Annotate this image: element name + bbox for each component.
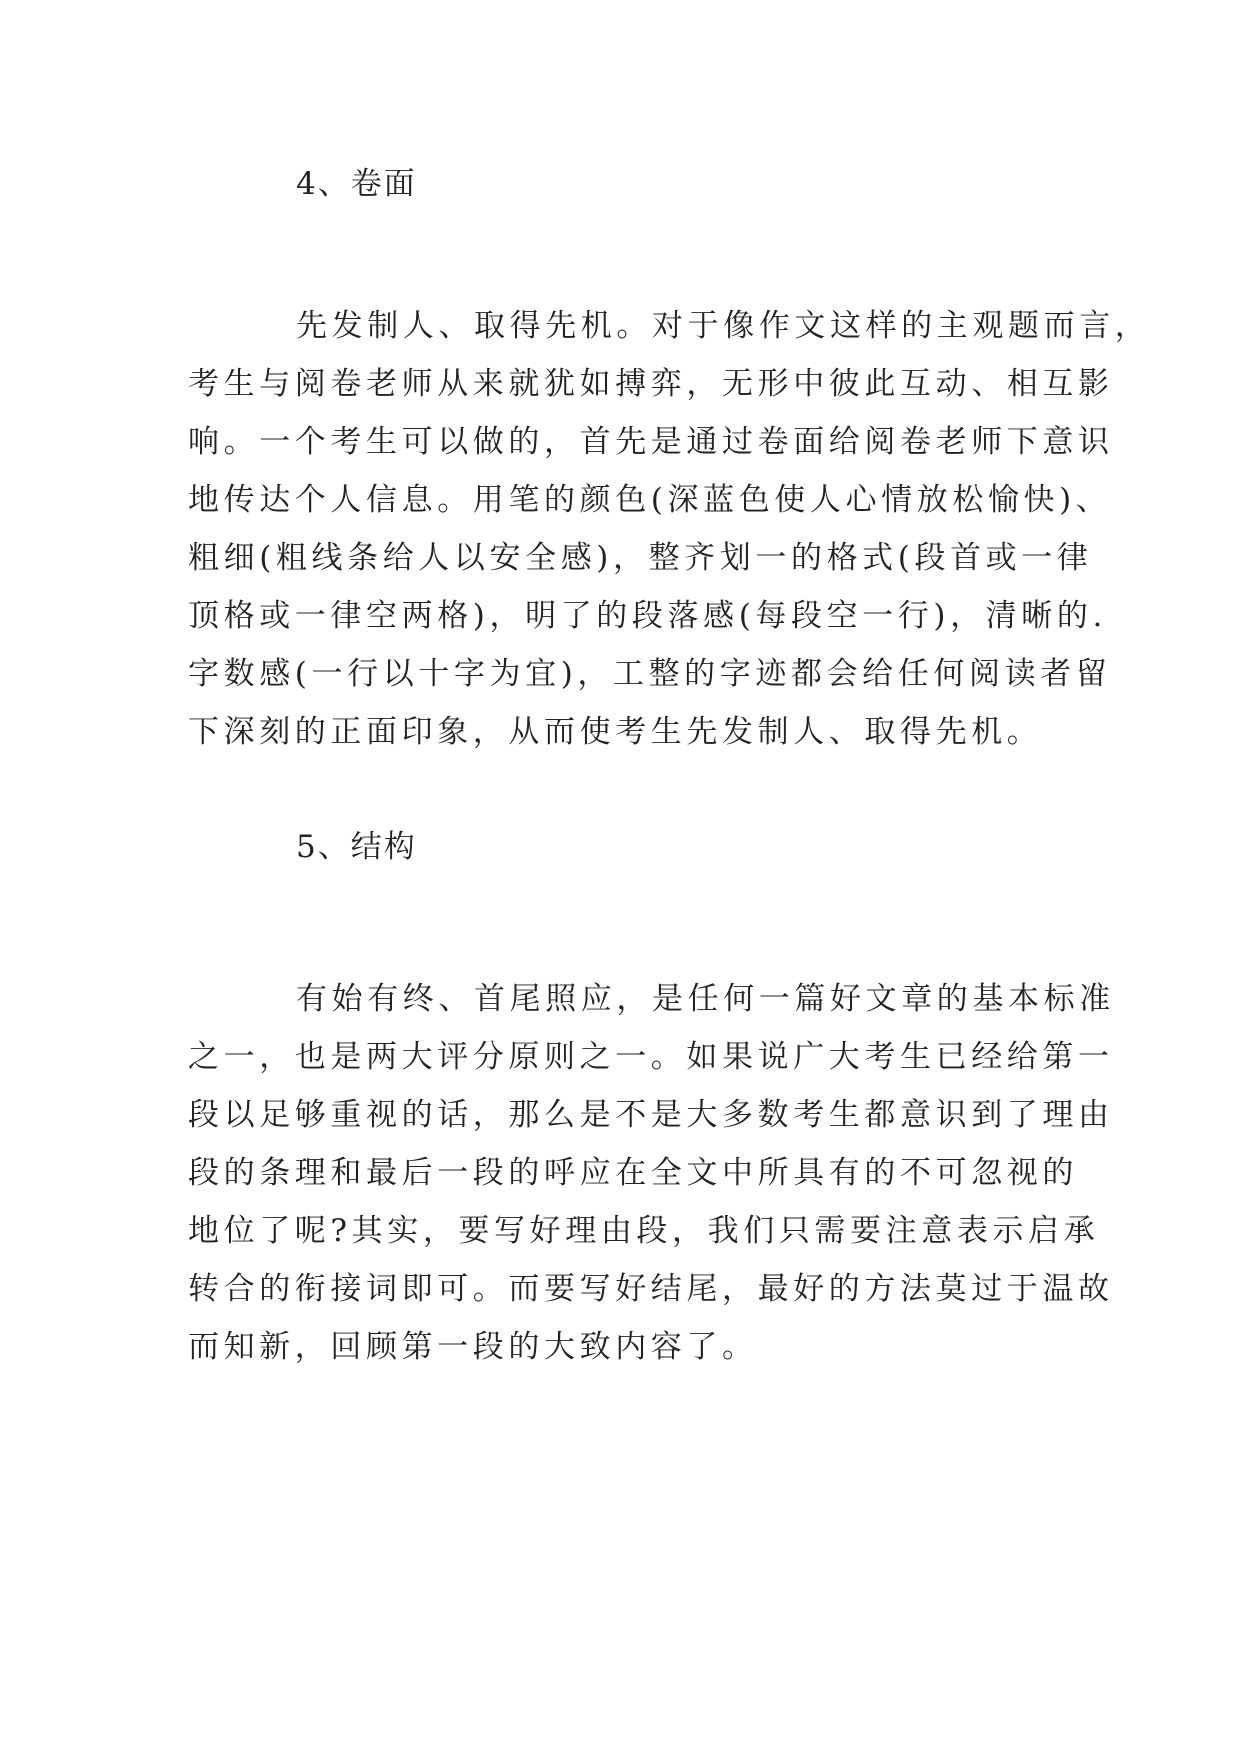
section-paragraph-5 [188, 970, 1115, 1376]
paragraph-line: 转合的衔接词即可。而要写好结尾，最好的方法莫过于温故 [188, 1271, 1114, 1307]
paragraph-line: 顶格或一律空两格)，明了的段落感(每段空一行)，清晰的. [188, 598, 1107, 634]
paragraph-line: 而知新，回顾第一段的大致内容了。 [188, 1329, 758, 1365]
paragraph-line: 之一，也是两大评分原则之一。如果说广大考生已经给第一 [188, 1039, 1114, 1075]
paragraph-line: 响。一个考生可以做的，首先是通过卷面给阅卷老师下意识 [188, 424, 1114, 460]
paragraph-line: 段的条理和最后一段的呼应在全文中所具有的不可忽视的 [188, 1155, 1078, 1191]
paragraph-line: 段以足够重视的话，那么是不是大多数考生都意识到了理由 [188, 1097, 1114, 1133]
paragraph-line: 先发制人、取得先机。对于像作文这样的主观题而言， [296, 308, 1151, 344]
paragraph-line: 有始有终、首尾照应，是任何一篇好文章的基本标准 [296, 981, 1115, 1017]
paragraph-line: 考生与阅卷老师从来就犹如搏弈，无形中彼此互动、相互影 [188, 366, 1114, 402]
paragraph-line: 下深刻的正面印象，从而使考生先发制人、取得先机。 [188, 714, 1043, 750]
paragraph-line: 粗细(粗线条给人以安全感)，整齐划一的格式(段首或一律 [188, 540, 1093, 576]
section-heading-4: 4、卷面 [296, 166, 417, 202]
section-paragraph-4 [188, 297, 1151, 761]
paragraph-line: 地传达个人信息。用笔的颜色(深蓝色使人心情放松愉快)、 [188, 482, 1112, 518]
paragraph-line: 地位了呢?其实，要写好理由段，我们只需要注意表示启承 [188, 1213, 1100, 1249]
section-heading-5: 5、结构 [296, 829, 417, 865]
paragraph-line: 字数感(一行以十字为宜)，工整的字迹都会给任何阅读者留 [188, 656, 1112, 692]
